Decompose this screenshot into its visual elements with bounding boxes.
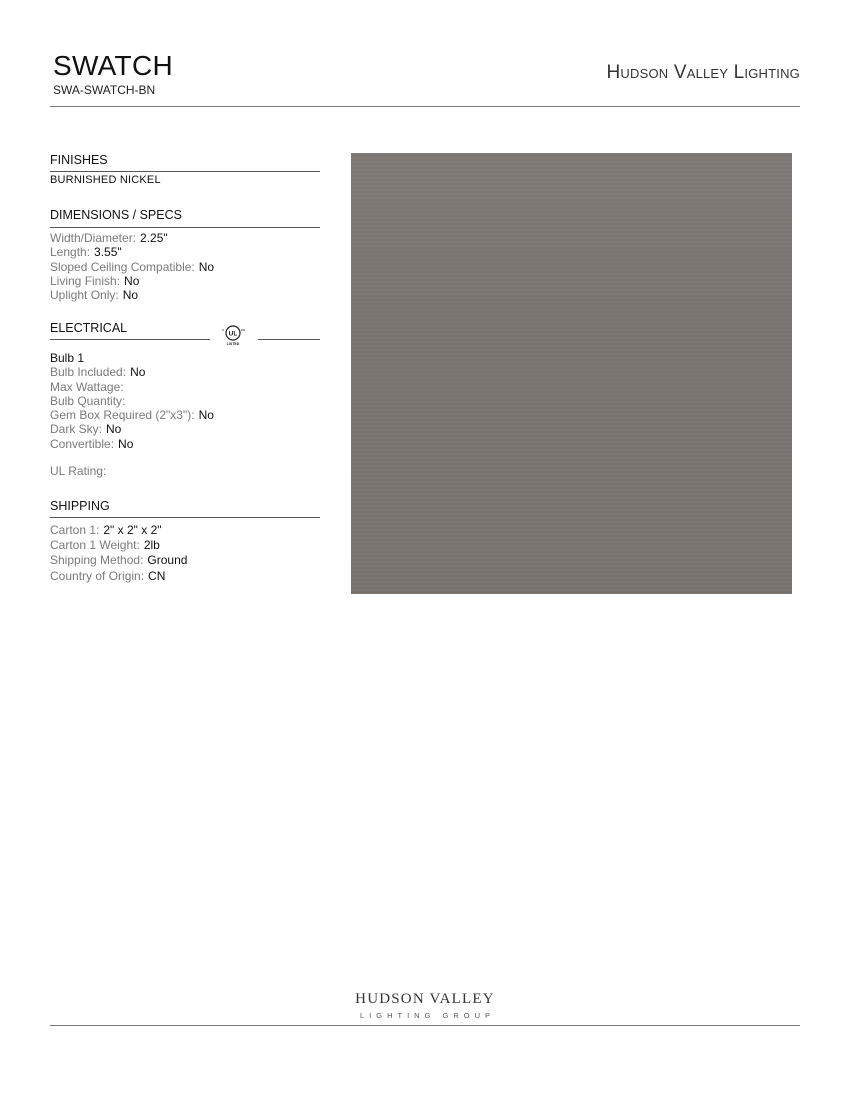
finish-swatch-image: [351, 153, 792, 594]
spec-value: No: [106, 422, 122, 437]
spec-value: No: [198, 408, 214, 423]
spec-row-country-of-origin: [50, 569, 320, 584]
spec-row-ul-rating: [50, 464, 320, 478]
dimensions-divider: [50, 227, 320, 228]
footer-brand-logo: HUDSON VALLEY: [355, 991, 495, 1007]
spec-label: Uplight Only:: [50, 288, 119, 303]
footer-brand-subtitle: LIGHTING GROUP: [359, 1011, 495, 1020]
spec-value: No: [198, 259, 215, 274]
shipping-list: [50, 523, 320, 584]
spec-value: No: [130, 365, 146, 380]
product-sku: SWA-SWATCH-BN: [53, 83, 156, 97]
spec-value: No: [118, 436, 134, 451]
dimensions-list: [50, 231, 320, 302]
spec-label: Width/Diameter:: [50, 231, 137, 245]
spec-label: Bulb Quantity:: [50, 393, 126, 408]
spec-row-shipping-method: [50, 553, 320, 568]
spec-label: Gem Box Required (2"x3"):: [50, 408, 195, 423]
spec-value: No: [124, 273, 140, 288]
spec-value: 3.55": [94, 245, 122, 260]
spec-row-gem-box: [50, 408, 320, 422]
electrical-list: [50, 351, 320, 451]
shipping-divider: [50, 517, 320, 518]
spec-label: Carton 1:: [50, 523, 100, 537]
finishes-heading: FINISHES: [50, 153, 108, 167]
spec-label: Convertible:: [50, 436, 115, 451]
spec-label: Bulb Included:: [50, 365, 127, 380]
spec-label: Living Finish:: [50, 273, 121, 288]
electrical-divider-right: [258, 339, 320, 340]
page-title: SWATCH: [53, 50, 174, 81]
spec-label: Max Wattage:: [50, 379, 124, 394]
spec-label: UL Rating:: [50, 464, 107, 478]
electrical-divider-left: [50, 339, 210, 340]
dimensions-heading: DIMENSIONS / SPECS: [50, 208, 182, 222]
svg-text:LISTED: LISTED: [226, 342, 240, 346]
spec-row-max-wattage: [50, 380, 320, 394]
finish-value: BURNISHED NICKEL: [50, 174, 161, 186]
header-divider: [50, 106, 800, 107]
spec-row-dark-sky: [50, 422, 320, 436]
spec-row-living-finish: [50, 274, 320, 288]
electrical-heading: ELECTRICAL: [50, 321, 128, 335]
spec-row-length: [50, 245, 320, 259]
spec-row-bulb-included: [50, 365, 320, 379]
spec-value: No: [122, 288, 139, 303]
spec-label: Country of Origin:: [50, 568, 145, 583]
spec-value: 2lb: [143, 538, 160, 553]
ul-listed-icon: [220, 324, 246, 346]
spec-row-carton: [50, 523, 320, 538]
spec-value: 2.25": [140, 231, 168, 245]
spec-label: Sloped Ceiling Compatible:: [50, 259, 195, 274]
spec-value: Ground: [147, 553, 188, 568]
shipping-heading: SHIPPING: [50, 499, 110, 513]
spec-row-convertible: [50, 437, 320, 451]
brand-logo: Hudson Valley Lighting: [606, 62, 800, 83]
svg-text:UL: UL: [228, 330, 238, 338]
spec-label: Dark Sky:: [50, 422, 103, 437]
spec-row-sloped-ceiling: [50, 260, 320, 274]
spec-value: 2" x 2" x 2": [103, 523, 162, 537]
spec-value: CN: [148, 568, 166, 583]
spec-label: Length:: [50, 245, 91, 260]
spec-label: Carton 1 Weight:: [50, 538, 140, 553]
spec-row-uplight-only: [50, 288, 320, 302]
spec-row-carton-weight: [50, 538, 320, 553]
spec-row-width: [50, 231, 320, 245]
footer-divider: [50, 1025, 800, 1026]
svg-text:us: us: [240, 327, 246, 332]
finishes-divider: [50, 171, 320, 172]
bulb-title: Bulb 1: [50, 351, 85, 365]
svg-text:c: c: [222, 327, 224, 332]
spec-row-bulb-quantity: [50, 394, 320, 408]
spec-label: Shipping Method:: [50, 553, 144, 568]
